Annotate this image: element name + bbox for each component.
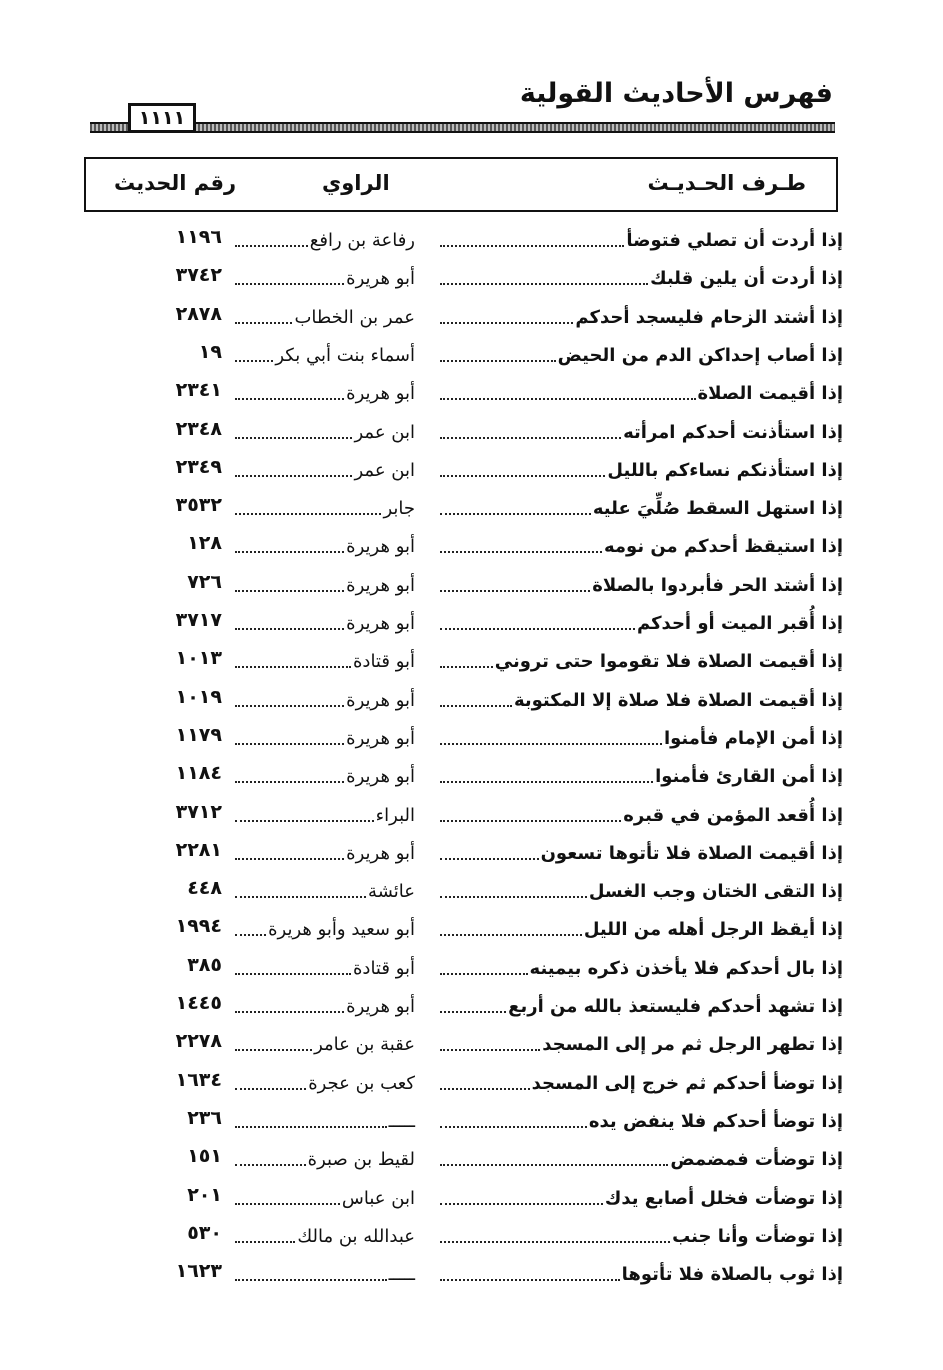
hadith-cell — [438, 376, 843, 406]
leader-dots — [440, 283, 648, 285]
hadith-text: إذا استيقظ أحدكم من نومه — [603, 536, 843, 558]
narrator-text: ابن عمر — [354, 459, 415, 481]
leader-dots — [235, 551, 344, 553]
index-row — [0, 487, 943, 525]
hadith-cell — [438, 300, 843, 330]
narrator-text: أبو سعيد وأبو هريرة — [268, 919, 415, 941]
leader-dots — [440, 398, 696, 400]
hadith-number: ٥٣٠ — [187, 1221, 222, 1244]
leader-dots — [440, 1164, 668, 1166]
hadith-text: إذا أشتد الحر فأبردوا بالصلاة — [592, 574, 843, 596]
hadith-number: ٣٧١٧ — [175, 609, 222, 631]
narrator-cell — [233, 836, 415, 866]
narrator-text: أبو هريرة — [346, 727, 415, 749]
narrator-text: لقيط بن صبرة — [307, 1149, 415, 1171]
hadith-cell — [438, 1181, 843, 1211]
narrator-cell — [233, 683, 415, 713]
narrator-text: ابن عمر — [354, 421, 415, 443]
narrator-cell — [233, 798, 415, 828]
narrator-text: أبو هريرة — [346, 383, 415, 405]
leader-dots — [235, 1241, 295, 1243]
index-row — [0, 296, 943, 334]
hadith-number: ١٠١٣ — [175, 647, 222, 670]
index-row — [0, 1177, 943, 1215]
index-row — [0, 219, 943, 257]
leader-dots — [440, 513, 591, 515]
leader-dots — [440, 1241, 670, 1243]
leader-dots — [440, 1088, 530, 1090]
leader-dots — [235, 896, 366, 898]
leader-dots — [440, 628, 635, 630]
leader-dots — [235, 1088, 306, 1090]
leader-dots — [235, 1126, 387, 1128]
column-header-hadith-text: طـرف الحـديـث — [647, 171, 806, 195]
hadith-cell — [438, 644, 843, 674]
leader-dots — [235, 398, 344, 400]
narrator-cell — [233, 1066, 415, 1096]
hadith-number: ١٦٢٣ — [175, 1260, 222, 1283]
hadith-number: ٢٣٦ — [187, 1106, 222, 1129]
hadith-number: ١١٧٩ — [175, 723, 222, 746]
page-number: ١١١١ — [128, 103, 196, 133]
index-row — [0, 1215, 943, 1253]
narrator-text: ابن عباس — [341, 1187, 415, 1209]
leader-dots — [235, 245, 308, 247]
index-row — [0, 947, 943, 985]
hadith-number: ١٩ — [198, 340, 222, 363]
hadith-text: إذا ثوب بالصلاة فلا تأتوها — [621, 1264, 843, 1286]
leader-dots — [235, 934, 266, 936]
hadith-text: إذا استأذنت أحدكم امرأته — [623, 421, 843, 443]
narrator-cell — [233, 300, 415, 330]
narrator-cell — [233, 568, 415, 598]
index-row — [0, 640, 943, 678]
index-row — [0, 1253, 943, 1291]
hadith-text: إذا توضأت فخلل أصابع يدك — [604, 1187, 843, 1209]
hadith-cell — [438, 568, 843, 598]
hadith-number: ١٤٤٥ — [175, 992, 222, 1014]
leader-dots — [235, 437, 352, 439]
narrator-text: أسماء بنت أبي بكر — [275, 344, 415, 366]
column-header-hadith-number: رقم الحديث — [114, 171, 237, 195]
leader-dots — [440, 245, 624, 247]
hadith-cell — [438, 491, 843, 521]
narrator-cell — [233, 453, 415, 483]
hadith-text: إذا توضأت وأنا جنب — [672, 1225, 843, 1247]
index-row — [0, 870, 943, 908]
index-row — [0, 602, 943, 640]
leader-dots — [235, 1164, 306, 1166]
hadith-cell — [438, 223, 843, 253]
leader-dots — [440, 934, 582, 936]
narrator-text: البراء — [375, 804, 415, 826]
hadith-number: ٢٣٤١ — [175, 379, 222, 402]
leader-dots — [235, 820, 374, 822]
narrator-cell — [233, 874, 415, 904]
hadith-number: ١٠١٩ — [175, 685, 222, 708]
narrator-text: أبو هريرة — [346, 574, 415, 596]
narrator-cell — [233, 989, 415, 1019]
hadith-number: ٢٣٤٩ — [175, 455, 222, 478]
leader-dots — [235, 322, 292, 324]
leader-dots — [235, 1279, 387, 1281]
hadith-number: ٤٤٨ — [187, 877, 222, 900]
hadith-number: ١١٩٦ — [175, 226, 222, 248]
hadith-number: ١٥١ — [187, 1145, 222, 1168]
leader-dots — [235, 858, 344, 860]
running-title: فهرس الأحاديث القولية — [519, 78, 833, 109]
narrator-text: أبو هريرة — [346, 689, 415, 711]
narrator-text: أبو هريرة — [346, 536, 415, 558]
hadith-cell — [438, 798, 843, 828]
leader-dots — [440, 705, 512, 707]
index-row — [0, 372, 943, 410]
leader-dots — [440, 973, 528, 975]
index-row — [0, 449, 943, 487]
column-header — [84, 157, 838, 212]
hadith-text: إذا أردت أن يلين قلبك — [650, 268, 843, 290]
leader-dots — [440, 1011, 506, 1013]
narrator-cell — [233, 951, 415, 981]
narrator-text: أبو هريرة — [346, 613, 415, 634]
index-row — [0, 411, 943, 449]
narrator-cell — [233, 759, 415, 789]
narrator-cell — [233, 1142, 415, 1172]
narrator-text: ـــــ — [388, 1110, 415, 1132]
hadith-number: ٢٠١ — [187, 1183, 222, 1206]
narrator-cell — [233, 1257, 415, 1287]
hadith-text: إذا أقيمت الصلاة فلا تأتوها تسعون — [540, 842, 843, 864]
hadith-text: إذا أصاب إحداكن الدم من الحيض — [557, 344, 843, 366]
leader-dots — [235, 283, 344, 285]
hadith-number: ٢٨٧٨ — [175, 302, 222, 325]
column-header-narrator: الراوي — [322, 171, 390, 195]
leader-dots — [440, 666, 493, 668]
hadith-cell — [438, 1027, 843, 1057]
index-row — [0, 679, 943, 717]
leader-dots — [235, 1203, 340, 1205]
narrator-text: جابر — [383, 498, 415, 520]
narrator-cell — [233, 1104, 415, 1134]
leader-dots — [440, 858, 539, 860]
leader-dots — [440, 781, 653, 783]
leader-dots — [440, 896, 587, 898]
hadith-text: إذا أمن القارئ فأمنوا — [655, 766, 843, 788]
hadith-text: إذا تشهد أحدكم فليستعذ بالله من أربع — [508, 996, 843, 1017]
leader-dots — [440, 475, 605, 477]
index-row — [0, 755, 943, 793]
narrator-text: أبو قتادة — [353, 957, 415, 979]
leader-dots — [440, 360, 556, 362]
narrator-cell — [233, 529, 415, 559]
narrator-cell — [233, 912, 415, 942]
hadith-cell — [438, 683, 843, 713]
hadith-text: إذا استهل السقط صُلِّيَ عليه — [592, 498, 843, 520]
leader-dots — [235, 628, 344, 630]
hadith-number: ٢٢٨١ — [175, 838, 222, 861]
hadith-number: ٣٨٥ — [187, 953, 222, 976]
index-row — [0, 564, 943, 602]
hadith-cell — [438, 606, 843, 636]
hadith-cell — [438, 912, 843, 942]
narrator-text: أبو هريرة — [346, 766, 415, 788]
hadith-number: ١٢٨ — [187, 532, 222, 555]
narrator-cell — [233, 721, 415, 751]
hadith-text: إذا أُقعد المؤمن في قبره — [623, 804, 843, 826]
hadith-cell — [438, 1219, 843, 1249]
index-row — [0, 1062, 943, 1100]
narrator-cell — [233, 644, 415, 674]
hadith-cell — [438, 759, 843, 789]
leader-dots — [235, 743, 344, 745]
leader-dots — [440, 1279, 620, 1281]
narrator-text: عمر بن الخطاب — [294, 306, 415, 328]
hadith-number: ٧٢٦ — [187, 570, 222, 593]
narrator-text: رفاعة بن رافع — [309, 230, 415, 251]
narrator-text: أبو هريرة — [346, 842, 415, 864]
hadith-text: إذا أردت أن تصلي فتوضأ — [626, 230, 843, 251]
hadith-text: إذا أقيمت الصلاة — [697, 383, 843, 405]
hadith-cell — [438, 1142, 843, 1172]
narrator-cell — [233, 223, 415, 253]
leader-dots — [235, 590, 344, 592]
leader-dots — [235, 781, 344, 783]
hadith-cell — [438, 874, 843, 904]
index-row — [0, 794, 943, 832]
hadith-cell — [438, 989, 843, 1019]
hadith-cell — [438, 453, 843, 483]
narrator-cell — [233, 491, 415, 521]
hadith-text: إذا بال أحدكم فلا يأخذن ذكره بيمينه — [529, 957, 843, 979]
hadith-text: إذا أيقظ الرجل أهله من الليل — [583, 919, 843, 941]
hadith-number: ٣٧٤٢ — [175, 264, 222, 287]
narrator-cell — [233, 606, 415, 636]
index-row — [0, 1023, 943, 1061]
leader-dots — [440, 1203, 603, 1205]
hadith-text: إذا أشتد الزحام فليسجد أحدكم — [575, 306, 843, 328]
hadith-cell — [438, 721, 843, 751]
leader-dots — [440, 820, 621, 822]
leader-dots — [235, 705, 344, 707]
hadith-cell — [438, 1257, 843, 1287]
hadith-number: ١٦٣٤ — [175, 1068, 222, 1091]
index-row — [0, 832, 943, 870]
leader-dots — [440, 1126, 587, 1128]
narrator-cell — [233, 415, 415, 445]
hadith-number: ١٩٩٤ — [175, 915, 222, 938]
narrator-text: عبدالله بن مالك — [297, 1225, 415, 1247]
header-rule — [90, 122, 835, 133]
hadith-number: ٢٣٤٨ — [175, 417, 222, 440]
hadith-text: إذا أقيمت الصلاة فلا تقوموا حتى تروني — [494, 651, 843, 673]
index-row — [0, 1100, 943, 1138]
index-row — [0, 525, 943, 563]
hadith-cell — [438, 1104, 843, 1134]
hadith-cell — [438, 415, 843, 445]
narrator-cell — [233, 376, 415, 406]
hadith-cell — [438, 836, 843, 866]
hadith-cell — [438, 338, 843, 368]
leader-dots — [440, 437, 621, 439]
hadith-text: إذا توضأ أحدكم ثم خرج إلى المسجد — [531, 1072, 843, 1094]
hadith-number: ٣٧١٢ — [175, 800, 222, 823]
hadith-text: إذا استأذنكم نساءكم بالليل — [607, 459, 843, 481]
index-row — [0, 257, 943, 295]
leader-dots — [235, 513, 381, 515]
index-row — [0, 717, 943, 755]
narrator-cell — [233, 1219, 415, 1249]
hadith-text: إذا أُقبر الميت أو أحدكم — [636, 613, 843, 634]
hadith-cell — [438, 529, 843, 559]
leader-dots — [235, 360, 273, 362]
hadith-text: إذا التقى الختان وجب الغسل — [588, 881, 843, 903]
hadith-cell — [438, 1066, 843, 1096]
leader-dots — [235, 475, 352, 477]
leader-dots — [235, 1011, 344, 1013]
hadith-text: إذا أقيمت الصلاة فلا صلاة إلا المكتوبة — [513, 689, 843, 711]
hadith-text: إذا أمن الإمام فأمنوا — [663, 727, 843, 749]
index-row — [0, 908, 943, 946]
hadith-number: ٢٢٧٨ — [175, 1030, 222, 1053]
narrator-text: أبو هريرة — [346, 268, 415, 290]
narrator-text: أبو قتادة — [353, 651, 415, 673]
leader-dots — [440, 322, 573, 324]
leader-dots — [440, 590, 590, 592]
leader-dots — [235, 973, 351, 975]
narrator-cell — [233, 1027, 415, 1057]
narrator-cell — [233, 261, 415, 291]
hadith-number: ١١٨٤ — [175, 762, 222, 785]
leader-dots — [440, 743, 662, 745]
leader-dots — [235, 666, 351, 668]
narrator-cell — [233, 338, 415, 368]
index-row — [0, 985, 943, 1023]
hadith-number: ٣٥٣٢ — [175, 494, 222, 517]
index-row — [0, 1138, 943, 1176]
hadith-text: إذا تطهر الرجل ثم مر إلى المسجد — [542, 1034, 843, 1056]
narrator-text: كعب بن عجرة — [308, 1072, 415, 1094]
narrator-text: عقبة بن عامر — [314, 1034, 415, 1056]
narrator-text: أبو هريرة — [346, 996, 415, 1017]
leader-dots — [235, 1049, 312, 1051]
leader-dots — [440, 1049, 540, 1051]
leader-dots — [440, 551, 602, 553]
index-row — [0, 334, 943, 372]
hadith-cell — [438, 951, 843, 981]
narrator-text: ـــــ — [388, 1264, 415, 1286]
narrator-cell — [233, 1181, 415, 1211]
narrator-text: عائشة — [368, 881, 415, 903]
hadith-text: إذا توضأت فمضمض — [670, 1149, 843, 1171]
hadith-cell — [438, 261, 843, 291]
hadith-text: إذا توضأ أحدكم فلا ينفض يده — [588, 1110, 843, 1132]
